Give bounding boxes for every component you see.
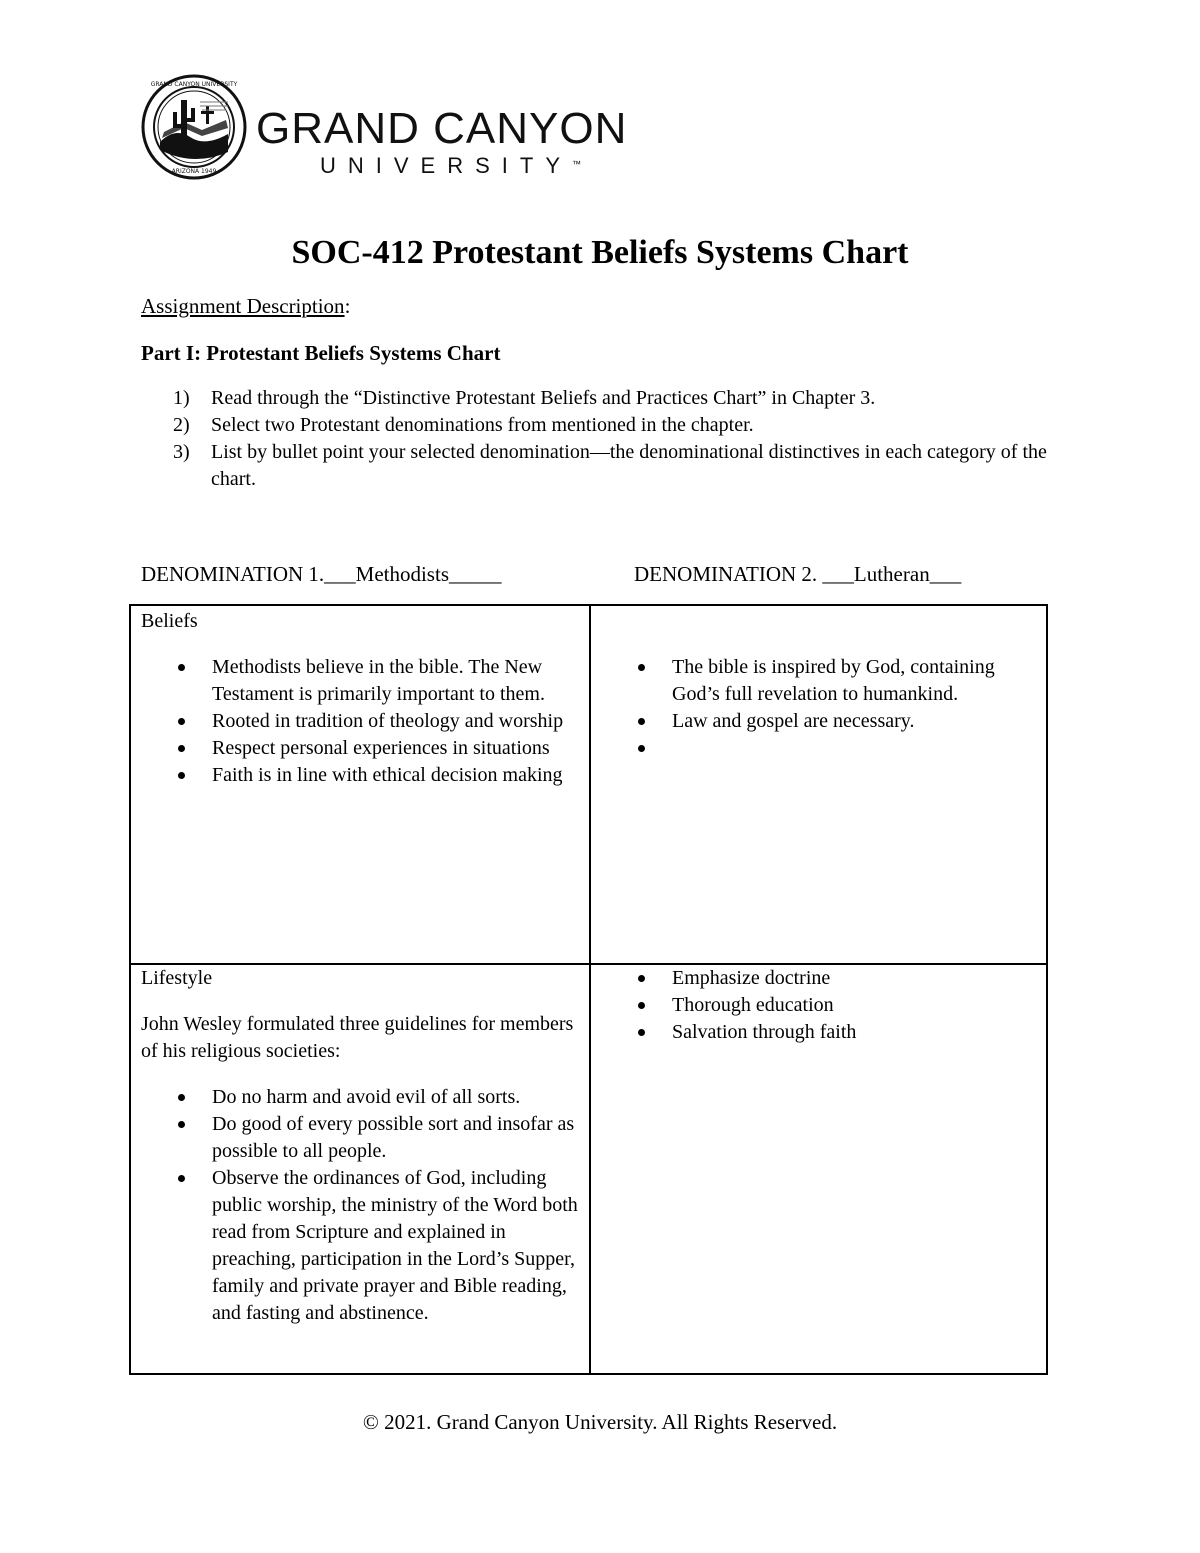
list-item: 1) Read through the “Distinctive Protestant Beliefs and Practices Chart” in Chapter 3. <box>173 387 876 409</box>
lifestyle-d2-list <box>601 965 1041 1046</box>
list-item: Do no harm and avoid evil of all sorts. <box>141 1084 581 1111</box>
instruction-steps <box>141 385 1061 493</box>
svg-text:ARIZONA 1949: ARIZONA 1949 <box>171 168 217 175</box>
lifestyle-denomination-2-cell <box>601 965 1041 1046</box>
beliefs-d2-list <box>601 654 1041 762</box>
list-item: Salvation through faith <box>601 1019 1041 1046</box>
lifestyle-label: Lifestyle <box>141 967 213 989</box>
list-item: Thorough education <box>601 992 1041 1019</box>
list-item: 2) Select two Protestant denominations from mentioned in the chapter. <box>173 414 754 436</box>
beliefs-denomination-1-cell <box>141 608 581 789</box>
beliefs-denomination-2-cell <box>601 654 1041 762</box>
list-item: The bible is inspired by God, containing God’s full revelation to humankind. <box>601 654 1041 708</box>
list-item: Observe the ordinances of God, including public worship, the ministry of the Word both read from Scripture and explained in preaching, participation in the Lord’s Supper, family and private prayer and Bible reading, and fasting and abstinence. <box>141 1165 581 1327</box>
list-item: Respect personal experiences in situations <box>141 735 581 762</box>
assignment-description-label: Assignment Description: <box>141 294 351 318</box>
copyright-footer: © 2021. Grand Canyon University. All Rights Reserved. <box>362 1410 838 1434</box>
table-divider-vertical <box>589 606 591 1373</box>
denomination-2-label: DENOMINATION 2. ___Lutheran___ <box>634 562 962 586</box>
trademark-symbol: ™ <box>572 159 582 169</box>
denomination-1-label: DENOMINATION 1.___Methodists_____ <box>141 562 502 586</box>
part-heading: Part I: Protestant Beliefs Systems Chart <box>141 341 501 365</box>
beliefs-d1-list <box>141 654 581 789</box>
list-item: Do good of every possible sort and insofar as possible to all people. <box>141 1111 581 1165</box>
list-item: Rooted in tradition of theology and worship <box>141 708 581 735</box>
page-title: SOC-412 Protestant Beliefs Systems Chart <box>291 234 909 271</box>
beliefs-chart-table <box>129 604 1048 1375</box>
list-item: Faith is in line with ethical decision making <box>141 762 581 789</box>
list-item: Law and gospel are necessary. <box>601 708 1041 735</box>
wordmark-university: UNIVERSITY™ <box>320 153 582 178</box>
university-seal-icon <box>140 72 250 182</box>
lifestyle-intro: John Wesley formulated three guidelines for members of his religious societies: <box>141 1013 574 1062</box>
list-item: Emphasize doctrine <box>601 965 1041 992</box>
list-item <box>601 735 1041 762</box>
list-item: Methodists believe in the bible. The New Testament is primarily important to them. <box>141 654 581 708</box>
lifestyle-denomination-1-cell <box>141 965 581 1327</box>
svg-text:GRAND CANYON UNIVERSITY: GRAND CANYON UNIVERSITY <box>150 81 238 88</box>
list-item: 3) List by bullet point your selected denomination—the denominational distinctives in each category of the chart. <box>173 441 1047 490</box>
beliefs-label: Beliefs <box>141 610 198 632</box>
wordmark-grand-canyon: GRAND CANYON <box>256 104 628 153</box>
lifestyle-d1-list <box>141 1084 581 1327</box>
